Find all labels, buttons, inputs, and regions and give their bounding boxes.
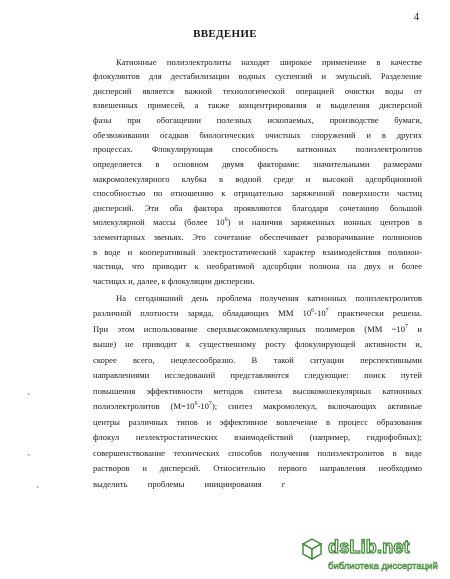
text-line: флокул неэлектростатических взаимодействий (например, гидрофобных); [93,432,422,442]
leaf-cube-logo-icon [300,537,324,561]
text-line: скорее всего, нецелесообразно. В такой ситуации перспективными [93,355,422,365]
text-line: частица, что приводит к необратимой адсорбции полиона на двух и более [93,261,422,271]
text-line: флокулянтов для дестабилизации водных суспензий и эмульсий. Разделение [93,71,422,81]
text-line: частицах и, далее, к флокуляции дисперсии. [93,276,255,286]
text-line: в воде и кооперативный электростатический характер взаимодействия полиион- [93,247,422,257]
text-line: фазы при обогащении полезных ископаемых, производстве бумаги, [93,115,422,125]
text-line: полиэлектролитов $(М=10^6-10^7)$; синтез макромолекул, включающих активные [93,401,422,411]
text-line: взвешенных примесей, а также концентрирования и выделения дисперсной [93,100,422,110]
text-line: На сегодняшний день проблема получения катионных полиэлектролитов [116,293,422,303]
text-line: центры различных типов и эффективное вовлечение в процесс образования [93,417,422,427]
text-line: способностью по отношению к отрицательно заряженной поверхности частиц [93,188,422,198]
text-line: При этом использование сверхвысокомолекулярных полимеров (ММ $\sim 10^7$ и [93,324,422,334]
text-line: определяется в основном двумя факторами: значительными размерами [93,159,422,169]
text-line: Катионные полиэлектролиты находят широкое применение в качестве [116,57,422,67]
text-line: направлениями исследований представляются следующие: поиск путей [93,370,422,380]
section-title: ВВЕДЕНИЕ [193,28,257,40]
watermark-brand: dsLib.net [328,537,410,557]
text-line: растворов и дисперсий. Относительно первого направления необходимо [93,463,422,473]
watermark [300,537,448,577]
text-line: дисперсий. Эти оба фактора проявляются благодаря сочетанию большой [93,203,422,213]
margin-mark: ` [36,486,40,497]
text-line: выделить проблемы инициирования г [93,479,286,489]
text-line: элементарных звеньях. Это сочетание обеспечивает разворачивание полиионов [93,232,422,242]
text-line: повышения эффективности методов синтеза высокомолекулярных катионных [93,386,422,396]
text-line: совершенствование технических способов получения полиэлектролитов в виде [93,448,422,458]
text-line: дисперсий является важной технологической операцией очистки воды от [93,86,422,96]
text-line: процессах. Флокулирующая способность катионных полиэлектролитов [93,144,422,154]
text-line: обезвоживании осадков биологических очистных сооружений и в других [93,130,422,140]
page-number: 4 [414,12,419,23]
margin-mark: ` [27,454,31,465]
text-line: молекулярной массы (более $10^6$) и наличия заряженных ионных центров в [93,217,422,227]
text-line: макромолекулярного клубка в водной среде и высокой адсорбционной [93,174,422,184]
watermark-tagline: библиотека диссертаций [328,561,438,572]
margin-mark: ` [27,393,31,404]
text-line: выше) не приводит к существенному росту флокулирующей активности и, [93,339,422,349]
text-line: различной плотности заряда, обладающих ММ $10^6-10^7$ практически решена. [93,308,423,318]
